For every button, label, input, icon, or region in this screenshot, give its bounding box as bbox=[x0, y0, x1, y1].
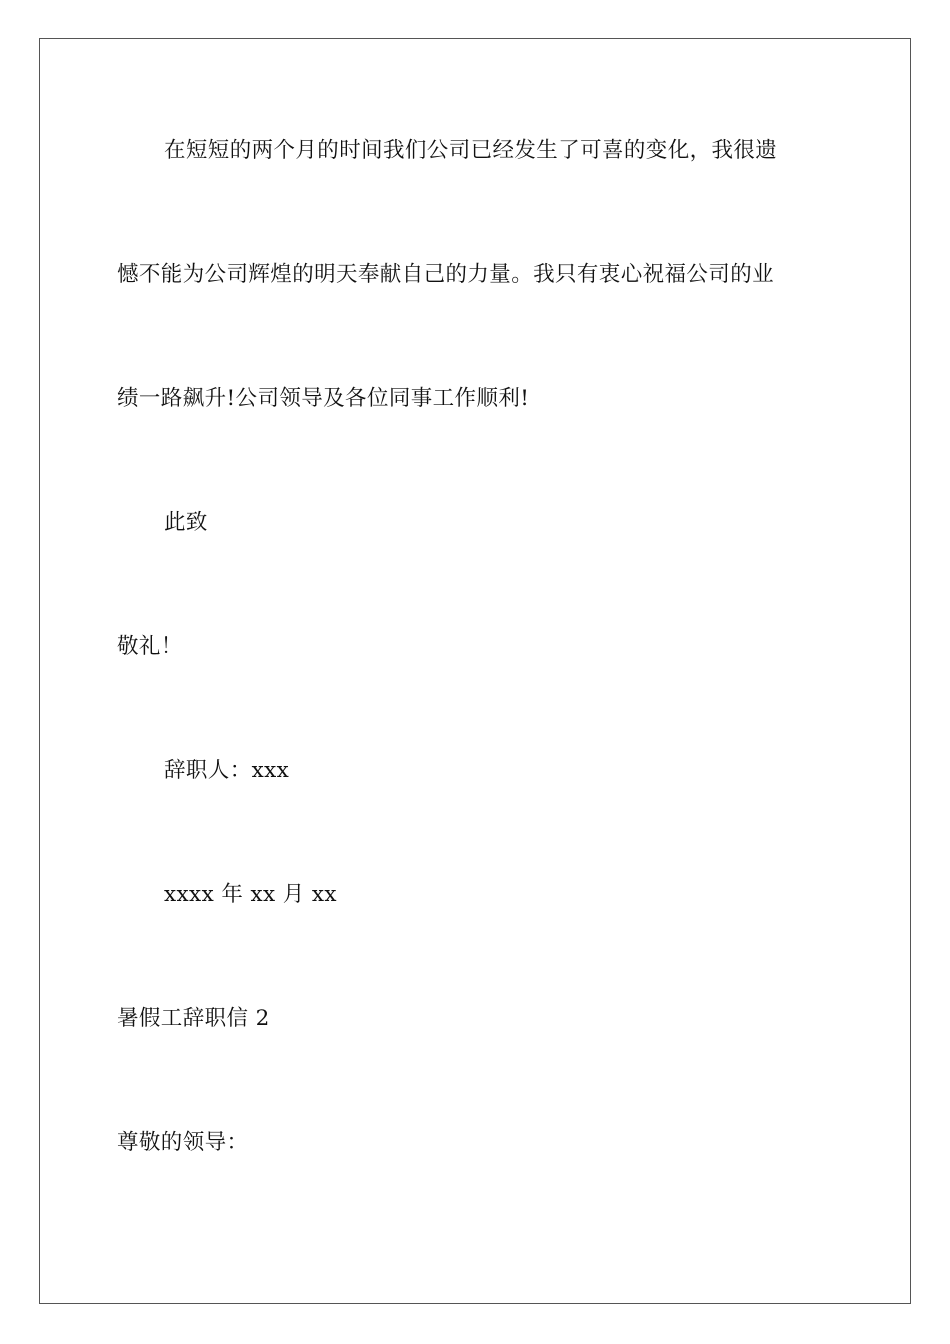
section-title: 暑假工辞职信 2 bbox=[117, 1006, 270, 1031]
salute-phrase: 敬礼！ bbox=[117, 634, 183, 659]
letter-greeting: 尊敬的领导： bbox=[117, 1130, 249, 1155]
page-frame bbox=[39, 38, 911, 1304]
date-line: xxxx 年 xx 月 xx bbox=[164, 882, 337, 907]
paragraph-line-1: 在短短的两个月的时间我们公司已经发生了可喜的变化，我很遗 bbox=[164, 138, 778, 163]
paragraph-line-2: 憾不能为公司辉煌的明天奉献自己的力量。我只有衷心祝福公司的业 bbox=[117, 262, 775, 287]
signature-line: 辞职人：xxx bbox=[164, 758, 290, 783]
paragraph-line-3: 绩一路飙升!公司领导及各位同事工作顺利! bbox=[117, 386, 530, 411]
closing-phrase: 此致 bbox=[164, 510, 208, 535]
